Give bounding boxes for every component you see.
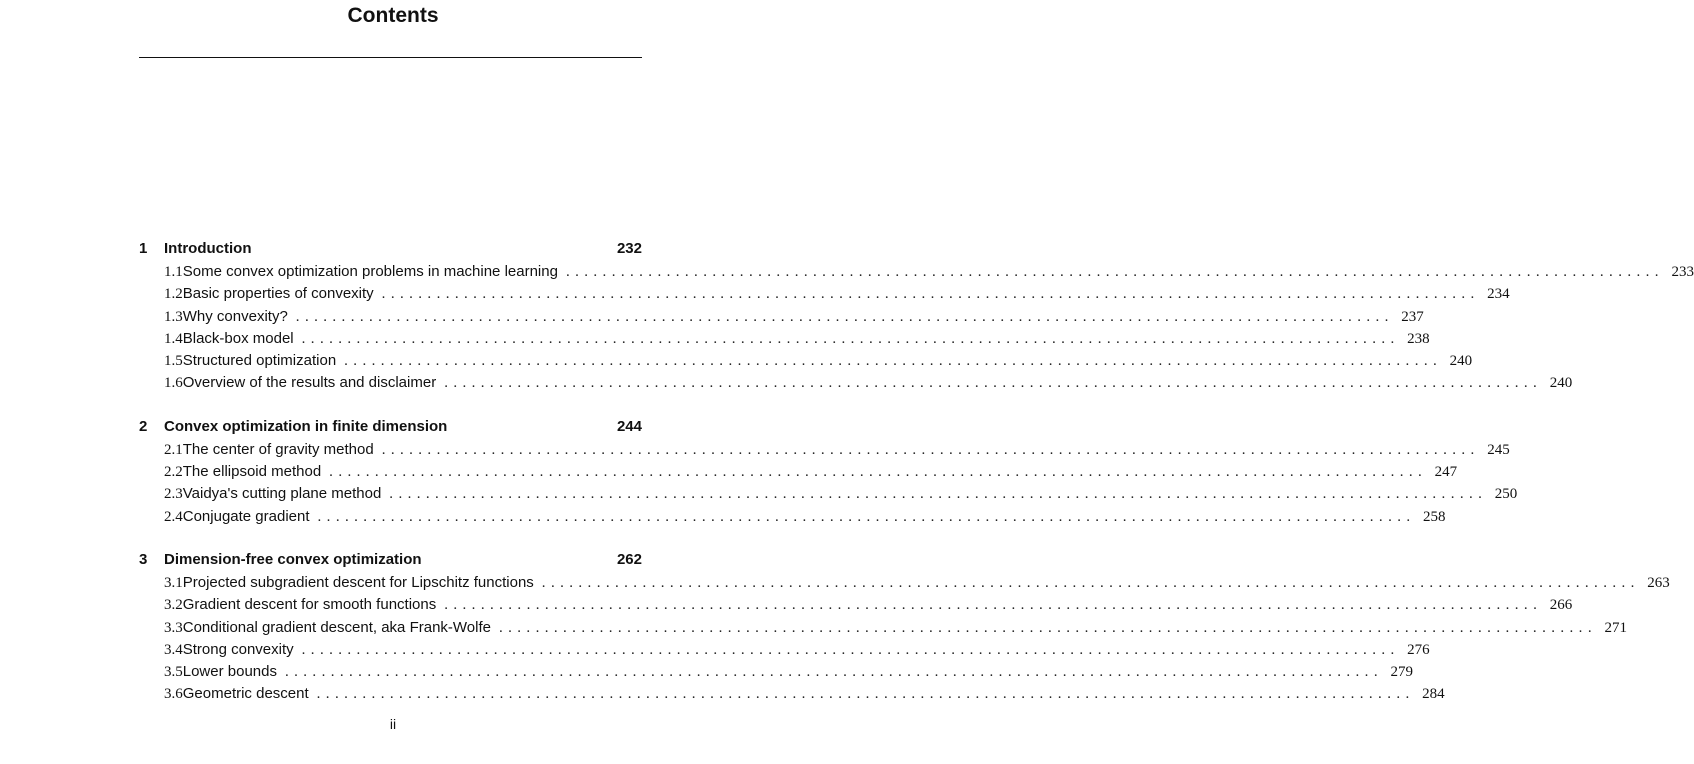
chapter-number: 3 <box>139 550 148 568</box>
section-title: Gradient descent for smooth functions <box>182 596 437 614</box>
dot-leader: ........................................................................................................................ <box>444 375 1543 392</box>
section-number: 1.5 <box>164 353 183 370</box>
section-page: 240 <box>1449 353 1473 370</box>
section-entry[interactable] <box>139 506 1446 528</box>
dot-leader: ........................................................................................................................ <box>444 597 1543 614</box>
section-page: 237 <box>1401 308 1424 325</box>
chapter-title: Introduction <box>164 240 252 257</box>
chapter-title: Convex optimization in finite dimension <box>164 417 448 435</box>
section-title: Basic properties of convexity <box>182 285 374 303</box>
section-entry[interactable] <box>139 572 1670 594</box>
section-page: 266 <box>1549 597 1573 614</box>
chapter-entry[interactable] <box>139 415 642 439</box>
chapter-number: 1 <box>139 240 148 257</box>
dot-leader: ........................................................................................................................ <box>284 664 1383 681</box>
section-page: 247 <box>1434 464 1458 481</box>
chapter-page: 232 <box>616 240 642 257</box>
section-number: 1.2 <box>164 286 183 303</box>
chapter-3 <box>139 548 1670 706</box>
section-entry[interactable] <box>139 261 1694 283</box>
dot-leader: ........................................................................................................................ <box>295 308 1394 325</box>
section-entry[interactable] <box>139 350 1473 372</box>
section-title: Some convex optimization problems in machine learning <box>182 263 558 280</box>
section-title: Projected subgradient descent for Lipschitz functions <box>182 573 534 591</box>
section-entry[interactable] <box>139 283 1510 305</box>
dot-leader: ........................................................................................................................ <box>344 353 1443 370</box>
section-entry[interactable] <box>139 617 1627 639</box>
section-title: Conjugate gradient <box>182 507 310 525</box>
dot-leader: ........................................................................................................................ <box>565 264 1664 280</box>
section-entry[interactable] <box>139 483 1518 505</box>
dot-leader: ........................................................................................................................ <box>498 619 1597 636</box>
page-number: ii <box>389 716 397 732</box>
section-entry[interactable] <box>139 372 1573 394</box>
section-number: 2.4 <box>164 508 183 525</box>
dot-leader: ........................................................................................................................ <box>317 508 1416 525</box>
section-number: 3.5 <box>164 664 183 681</box>
section-page: 258 <box>1423 508 1446 525</box>
dot-leader: ........................................................................................................................ <box>389 486 1488 503</box>
section-title: Strong convexity <box>182 640 294 658</box>
section-title: Lower bounds <box>182 663 277 681</box>
dot-leader: ........................................................................................................................ <box>381 441 1480 458</box>
section-page: 240 <box>1549 375 1573 392</box>
section-title: The ellipsoid method <box>182 463 322 481</box>
chapter-entry[interactable] <box>139 548 642 572</box>
section-number: 1.1 <box>164 264 183 280</box>
section-number: 2.3 <box>164 486 183 503</box>
section-title: Vaidya's cutting plane method <box>182 485 382 503</box>
table-of-contents <box>139 237 1694 726</box>
chapter-page: 244 <box>616 417 642 435</box>
chapter-page: 262 <box>616 550 642 568</box>
section-page: 234 <box>1487 286 1510 303</box>
section-number: 2.1 <box>164 441 183 458</box>
title-rule <box>139 57 642 58</box>
section-number: 1.6 <box>164 375 183 392</box>
section-title: The center of gravity method <box>182 440 374 458</box>
section-entry[interactable] <box>139 661 1413 683</box>
section-entry[interactable] <box>139 594 1573 616</box>
dot-leader: ........................................................................................................................ <box>381 286 1480 303</box>
dot-leader: ........................................................................................................................ <box>301 330 1400 347</box>
section-number: 2.2 <box>164 464 183 481</box>
dot-leader: ........................................................................................................................ <box>329 464 1428 481</box>
section-page: 271 <box>1604 619 1627 636</box>
section-page: 250 <box>1494 486 1518 503</box>
section-entry[interactable] <box>139 683 1445 705</box>
section-number: 3.2 <box>164 597 183 614</box>
dot-leader: ........................................................................................................................ <box>316 686 1415 703</box>
section-entry[interactable] <box>139 439 1510 461</box>
section-entry[interactable] <box>139 461 1458 483</box>
dot-leader: ........................................................................................................................ <box>301 641 1400 658</box>
chapter-number: 2 <box>139 417 148 435</box>
section-title: Overview of the results and disclaimer <box>182 374 437 392</box>
section-page: 233 <box>1671 264 1694 280</box>
section-page: 263 <box>1647 574 1670 591</box>
section-number: 3.4 <box>164 641 183 658</box>
section-page: 238 <box>1407 330 1430 347</box>
chapter-1 <box>139 237 1694 395</box>
section-page: 279 <box>1390 664 1413 681</box>
section-title: Black-box model <box>182 329 294 347</box>
dot-leader: ........................................................................................................................ <box>541 574 1640 591</box>
section-number: 3.6 <box>164 686 183 703</box>
section-number: 1.3 <box>164 308 183 325</box>
section-page: 276 <box>1407 641 1430 658</box>
section-title: Conditional gradient descent, aka Frank-Wolfe <box>182 618 491 636</box>
chapter-2 <box>139 415 1518 528</box>
chapter-title: Dimension-free convex optimization <box>164 550 422 568</box>
section-number: 3.1 <box>164 574 183 591</box>
section-title: Geometric descent <box>182 685 309 703</box>
section-entry[interactable] <box>139 328 1430 350</box>
section-title: Structured optimization <box>182 352 337 370</box>
section-page: 284 <box>1422 686 1445 703</box>
section-number: 1.4 <box>164 330 183 347</box>
section-entry[interactable] <box>139 639 1430 661</box>
section-number: 3.3 <box>164 619 183 636</box>
page-title: Contents <box>347 4 439 27</box>
section-page: 245 <box>1487 441 1510 458</box>
section-entry[interactable] <box>139 306 1424 328</box>
section-title: Why convexity? <box>182 307 288 325</box>
chapter-entry[interactable] <box>139 237 642 261</box>
